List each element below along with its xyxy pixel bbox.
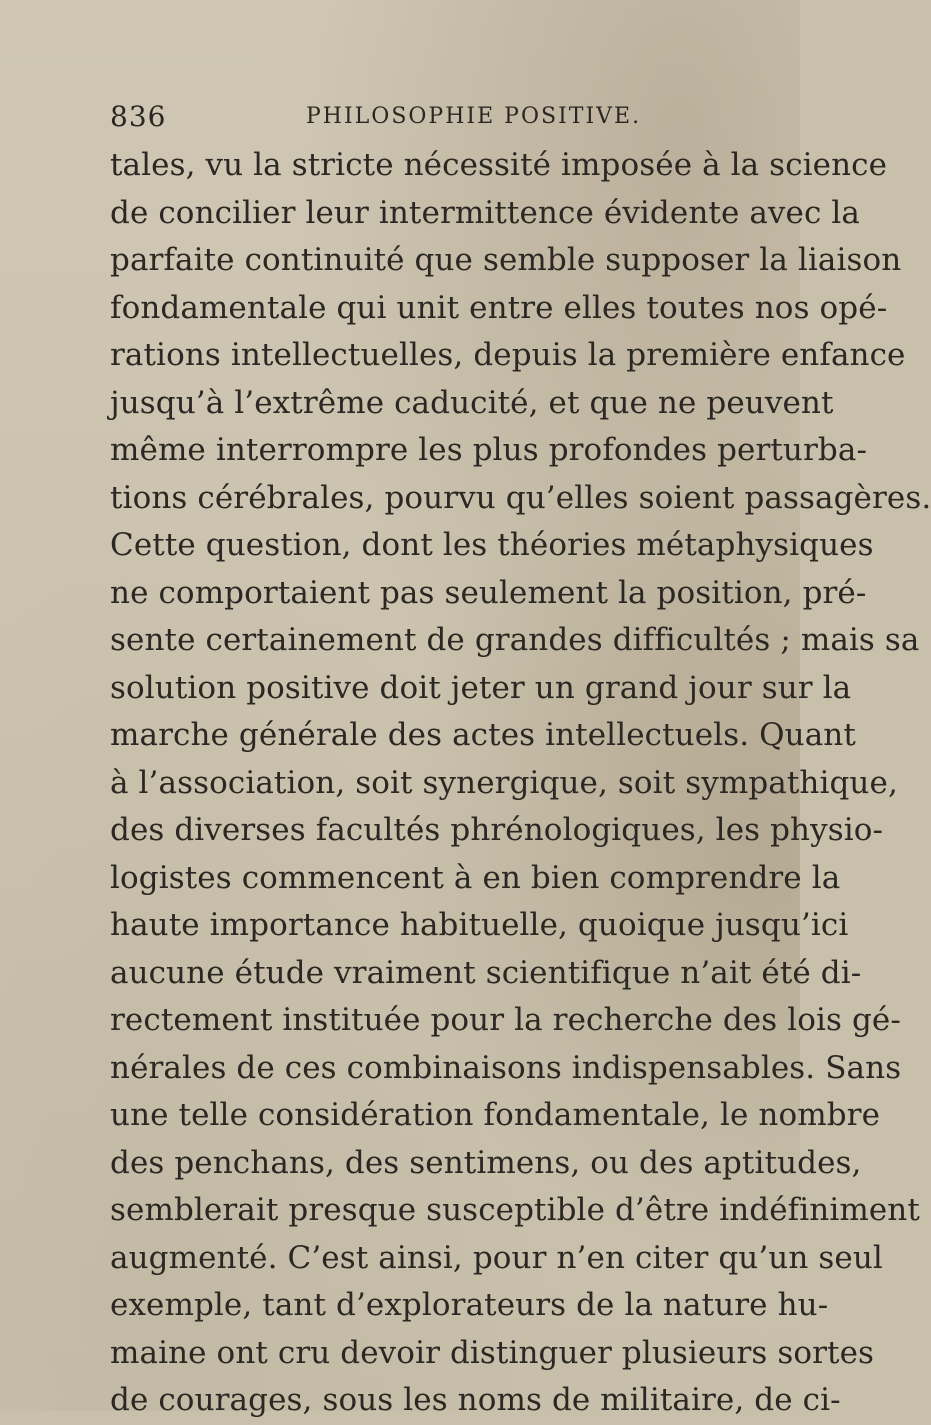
page-number: 836 <box>110 100 167 133</box>
text-line: ne comportaient pas seulement la position, pré- <box>110 574 867 611</box>
text-line: fondamentale qui unit entre elles toutes nos opé- <box>110 289 888 326</box>
text-line: des penchans, des sentimens, ou des aptitudes, <box>110 1144 862 1181</box>
text-line: tales, vu la stricte nécessité imposée à la science <box>110 147 888 183</box>
page-header <box>110 92 750 132</box>
text-line: marche générale des actes intellectuels. Quant <box>110 717 856 753</box>
text-line: solution positive doit jeter un grand jour sur la <box>110 669 852 706</box>
running-title: PHILOSOPHIE POSITIVE. <box>306 104 642 129</box>
text-line: rations intellectuelles, depuis la première enfance <box>110 337 906 373</box>
text-line: nérales de ces combinaisons indispensables. Sans <box>110 1049 902 1086</box>
body-text <box>110 142 931 1425</box>
text-line: de concilier leur intermittence évidente avec la <box>110 194 860 231</box>
text-line: sente certainement de grandes difficultés ; mais sa <box>110 622 920 658</box>
text-line: semblerait presque susceptible d’être indéfiniment <box>110 1192 920 1228</box>
text-line: rectement instituée pour la recherche des lois gé- <box>110 1002 901 1038</box>
text-line: logistes commencent à en bien comprendre la <box>110 859 841 896</box>
text-line: parfaite continuité que semble supposer la liaison <box>110 242 902 278</box>
text-line: jusqu’à l’extrême caducité, et que ne peuvent <box>110 384 834 421</box>
text-line: exemple, tant d’explorateurs de la nature hu- <box>110 1287 829 1323</box>
text-line: Cette question, dont les théories métaphysiques <box>110 527 874 563</box>
text-line: même interrompre les plus profondes perturba- <box>110 432 868 468</box>
text-line: aucune étude vraiment scientifique n’ait été di- <box>110 954 862 991</box>
text-line: de courages, sous les noms de militaire, de ci- <box>110 1382 841 1418</box>
text-line: maine ont cru devoir distinguer plusieurs sortes <box>110 1334 875 1371</box>
text-line: haute importance habituelle, quoique jusqu’ici <box>110 907 849 943</box>
text-line: à l’association, soit synergique, soit sympathique, <box>110 764 898 801</box>
text-line: tions cérébrales, pourvu qu’elles soient passagères. <box>110 479 931 516</box>
text-line: augmenté. C’est ainsi, pour n’en citer qu’un seul <box>110 1239 883 1276</box>
text-line: une telle considération fondamentale, le nombre <box>110 1097 881 1133</box>
text-line: des diverses facultés phrénologiques, les physio- <box>110 812 884 848</box>
